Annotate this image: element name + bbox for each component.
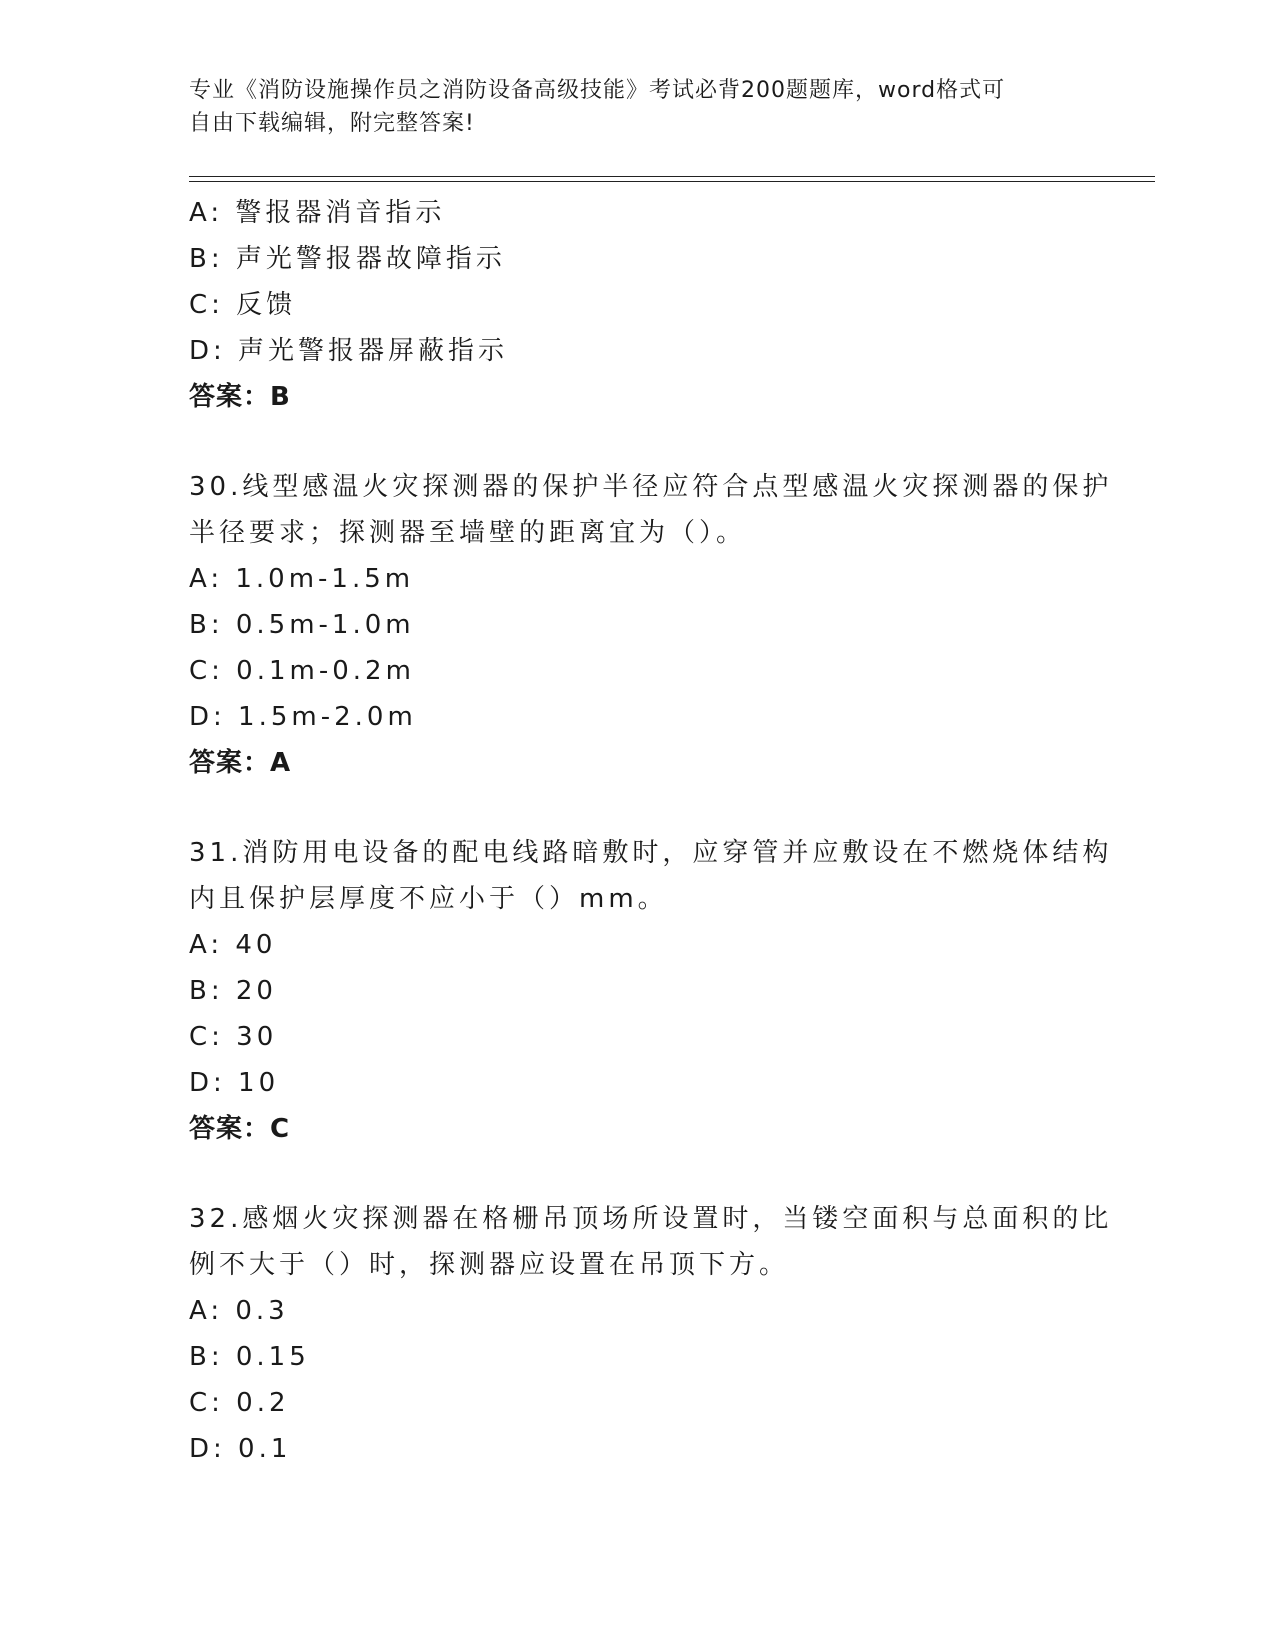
option-b: B: 20 <box>189 976 277 1006</box>
question-list <box>189 190 1113 1472</box>
question-text-line-2: 例不大于（）时，探测器应设置在吊顶下方。 <box>189 1250 790 1280</box>
header-rule-bottom <box>189 181 1155 182</box>
answer-line: 答案：A <box>189 748 292 778</box>
question-block-31 <box>189 830 1113 1152</box>
option-c: C: 0.2 <box>189 1388 290 1418</box>
question-text-line-1: 32.感烟火灾探测器在格栅吊顶场所设置时，当镂空面积与总面积的比 <box>189 1204 1113 1234</box>
option-c: C: 反馈 <box>189 290 297 320</box>
answer-line: 答案：C <box>189 1114 291 1144</box>
option-b: B: 0.15 <box>189 1342 310 1372</box>
option-d: D: 0.1 <box>189 1434 292 1464</box>
option-d: D: 10 <box>189 1068 280 1098</box>
question-text-line-2: 内且保护层厚度不应小于（）mm。 <box>189 884 668 914</box>
question-text-line-1: 31.消防用电设备的配电线路暗敷时，应穿管并应敷设在不燃烧体结构 <box>189 838 1113 868</box>
option-a: A: 40 <box>189 930 277 960</box>
spacer <box>189 786 1089 830</box>
question-text-line-2: 半径要求；探测器至墙壁的距离宜为（）。 <box>189 518 747 548</box>
header-rule-top <box>189 176 1155 177</box>
option-a: A: 0.3 <box>189 1296 289 1326</box>
spacer <box>189 420 1089 464</box>
option-c: C: 0.1m-0.2m <box>189 656 415 686</box>
option-a: A: 1.0m-1.5m <box>189 564 415 594</box>
question-block-32 <box>189 1196 1113 1472</box>
option-d: D: 声光警报器屏蔽指示 <box>189 336 509 366</box>
option-b: B: 声光警报器故障指示 <box>189 244 506 274</box>
header-line-1: 专业《消防设施操作员之消防设备高级技能》考试必背200题题库，word格式可 <box>189 78 1006 103</box>
question-block-29 <box>189 190 1089 420</box>
option-b: B: 0.5m-1.0m <box>189 610 415 640</box>
question-text-line-1: 30.线型感温火灾探测器的保护半径应符合点型感温火灾探测器的保护 <box>189 472 1113 502</box>
spacer <box>189 1152 1089 1196</box>
question-block-30 <box>189 464 1113 786</box>
document-header <box>189 74 1069 140</box>
answer-line: 答案：B <box>189 382 291 412</box>
option-c: C: 30 <box>189 1022 278 1052</box>
option-d: D: 1.5m-2.0m <box>189 702 417 732</box>
header-line-2: 自由下载编辑，附完整答案! <box>189 111 475 136</box>
option-a: A: 警报器消音指示 <box>189 198 446 228</box>
